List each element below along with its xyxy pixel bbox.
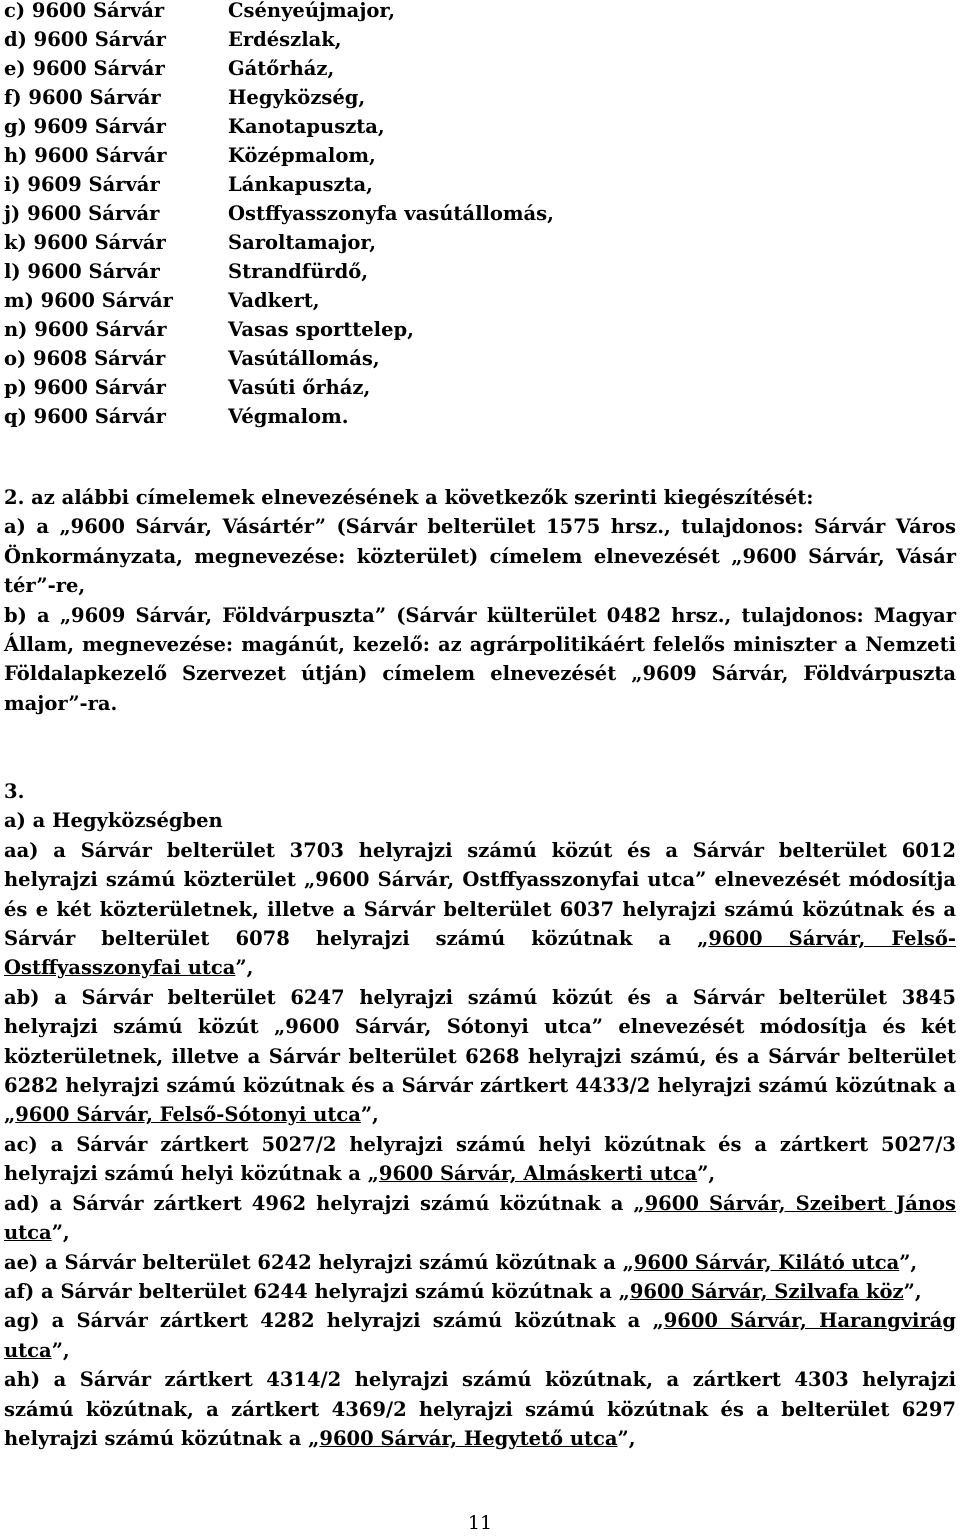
list-item-address: p) 9600 Sárvár bbox=[4, 376, 166, 399]
section-3-heading: 3. bbox=[4, 780, 25, 803]
list-item-place: Saroltamajor, bbox=[228, 231, 377, 254]
item-ad: ad) a Sárvár zártkert 4962 helyrajzi számú közútnak a „9600 Sárvár, Szeibert János utca”, bbox=[4, 1191, 956, 1245]
list-item-address: d) 9600 Sárvár bbox=[4, 28, 166, 51]
item-ab: ab) a Sárvár belterület 6247 helyrajzi számú közút és a Sárvár belterület 3845 helyrajzi számú közút „9600 Sárvár, Sótonyi utca” elnevezését módosítja és két közterületnek, illetve a Sárvár belterület 6268 helyrajzi számú, és a Sárvár belterület 6282 helyrajzi számú közútnak és a Sárvár zártkert 4433/2 helyrajzi számú közútnak a „9600 Sárvár, Felső-Sótonyi utca”, bbox=[4, 985, 956, 1127]
item-aa: aa) a Sárvár belterület 3703 helyrajzi számú közút és a Sárvár belterület 6012 helyrajzi számú közterület „9600 Sárvár, Ostffyasszonyfai utca” elnevezését módosítja és e két közterületnek, illetve a Sárvár belterület 6037 helyrajzi számú közútnak és a Sárvár belterület 6078 helyrajzi számú közútnak a „9600 Sárvár, Felső-Ostffyasszonyfai utca”, bbox=[4, 838, 956, 980]
list-item-address: i) 9609 Sárvár bbox=[4, 173, 160, 196]
street-name: 9600 Sárvár, Almáskerti utca bbox=[378, 1162, 698, 1186]
list-item-address: n) 9600 Sárvár bbox=[4, 318, 167, 341]
item-ah: ah) a Sárvár zártkert 4314/2 helyrajzi számú közútnak, a zártkert 4303 helyrajzi számú közútnak, a zártkert 4369/2 helyrajzi számú közútnak és a belterület 6297 helyrajzi számú közútnak a „9600 Sárvár, Hegytető utca”, bbox=[4, 1368, 956, 1450]
page-number: 11 bbox=[467, 1512, 493, 1534]
item-af: af) a Sárvár belterület 6244 helyrajzi számú közútnak a „9600 Sárvár, Szilvafa köz”, bbox=[4, 1279, 922, 1303]
street-name: 9600 Sárvár, Szilvafa köz bbox=[629, 1279, 904, 1303]
list-item-address: m) 9600 Sárvár bbox=[4, 289, 173, 312]
list-item-place: Gátőrház, bbox=[228, 57, 335, 80]
list-item-place: Ostffyasszonyfa vasútállomás, bbox=[228, 202, 554, 225]
list-item-address: j) 9600 Sárvár bbox=[4, 202, 160, 225]
list-item-place: Erdészlak, bbox=[228, 28, 342, 51]
list-item-place: Kanotapuszta, bbox=[228, 115, 385, 138]
list-item-address: c) 9600 Sárvár bbox=[4, 0, 165, 22]
list-item-address: f) 9600 Sárvár bbox=[4, 86, 161, 109]
section-2-item-b: b) a „9609 Sárvár, Földvárpuszta” (Sárvár külterület 0482 hrsz., tulajdonos: Magyar Állam, megnevezése: magánút, kezelő: az agrárpolitikáért felelős miniszter a Nemzeti Földalapkezelő Szervezet útján) címelem elnevezését „9609 Sárvár, Földvárpuszta major”-ra. bbox=[4, 603, 956, 715]
list-item-place: Hegyközség, bbox=[228, 86, 366, 109]
list-item-place: Vasúti őrház, bbox=[228, 376, 371, 399]
street-name: 9600 Sárvár, Hegytető utca bbox=[319, 1426, 618, 1450]
section-2-item-a: a) a „9600 Sárvár, Vásártér” (Sárvár belterület 1575 hrsz., tulajdonos: Sárvár Város Önkormányzata, megnevezése: közterület) címelem elnevezését „9600 Sárvár, Vásár tér”-re, bbox=[4, 515, 956, 598]
list-item-place: Strandfürdő, bbox=[228, 260, 369, 283]
section-2-heading: 2. az alábbi címelemek elnevezésének a következők szerinti kiegészítését: bbox=[4, 486, 814, 509]
street-name: 9600 Sárvár, Felső-Ostffyasszonyfai utca bbox=[4, 927, 956, 980]
list-item-address: o) 9608 Sárvár bbox=[4, 347, 166, 370]
item-ae: ae) a Sárvár belterület 6242 helyrajzi számú közútnak a „9600 Sárvár, Kilátó utca”, bbox=[4, 1250, 918, 1274]
list-item-address: k) 9600 Sárvár bbox=[4, 231, 166, 254]
section-2 bbox=[4, 483, 956, 718]
list-item-address: l) 9600 Sárvár bbox=[4, 260, 160, 283]
item-ag: ag) a Sárvár zártkert 4282 helyrajzi számú közútnak a „9600 Sárvár, Harangvirág utca”, bbox=[4, 1309, 957, 1362]
section-3 bbox=[4, 777, 956, 1453]
list-item-place: Lánkapuszta, bbox=[228, 173, 373, 196]
list-item-address: h) 9600 Sárvár bbox=[4, 144, 167, 167]
list-item-place: Vasútállomás, bbox=[228, 347, 380, 370]
list-item-place: Csényeújmajor, bbox=[228, 0, 396, 22]
street-name: 9600 Sárvár, Felső-Sótonyi utca bbox=[15, 1103, 361, 1127]
street-name: 9600 Sárvár, Szeibert János utca bbox=[4, 1191, 956, 1245]
street-name: 9600 Sárvár, Kilátó utca bbox=[633, 1250, 900, 1274]
list-item-address: e) 9600 Sárvár bbox=[4, 57, 165, 80]
street-name: 9600 Sárvár, Harangvirág utca bbox=[4, 1309, 957, 1362]
list-item-place: Vadkert, bbox=[228, 289, 320, 312]
list-item-place: Végmalom. bbox=[228, 405, 349, 428]
section-3-subheading: a) a Hegyközségben bbox=[4, 809, 223, 833]
list-item-address: q) 9600 Sárvár bbox=[4, 405, 166, 428]
item-ac: ac) a Sárvár zártkert 5027/2 helyrajzi számú helyi közútnak és a zártkert 5027/3 helyrajzi számú helyi közútnak a „9600 Sárvár, Almáskerti utca”, bbox=[4, 1132, 956, 1186]
list-item-place: Középmalom, bbox=[228, 144, 376, 167]
list-item-address: g) 9609 Sárvár bbox=[4, 115, 166, 138]
list-item-place: Vasas sporttelep, bbox=[228, 318, 414, 341]
